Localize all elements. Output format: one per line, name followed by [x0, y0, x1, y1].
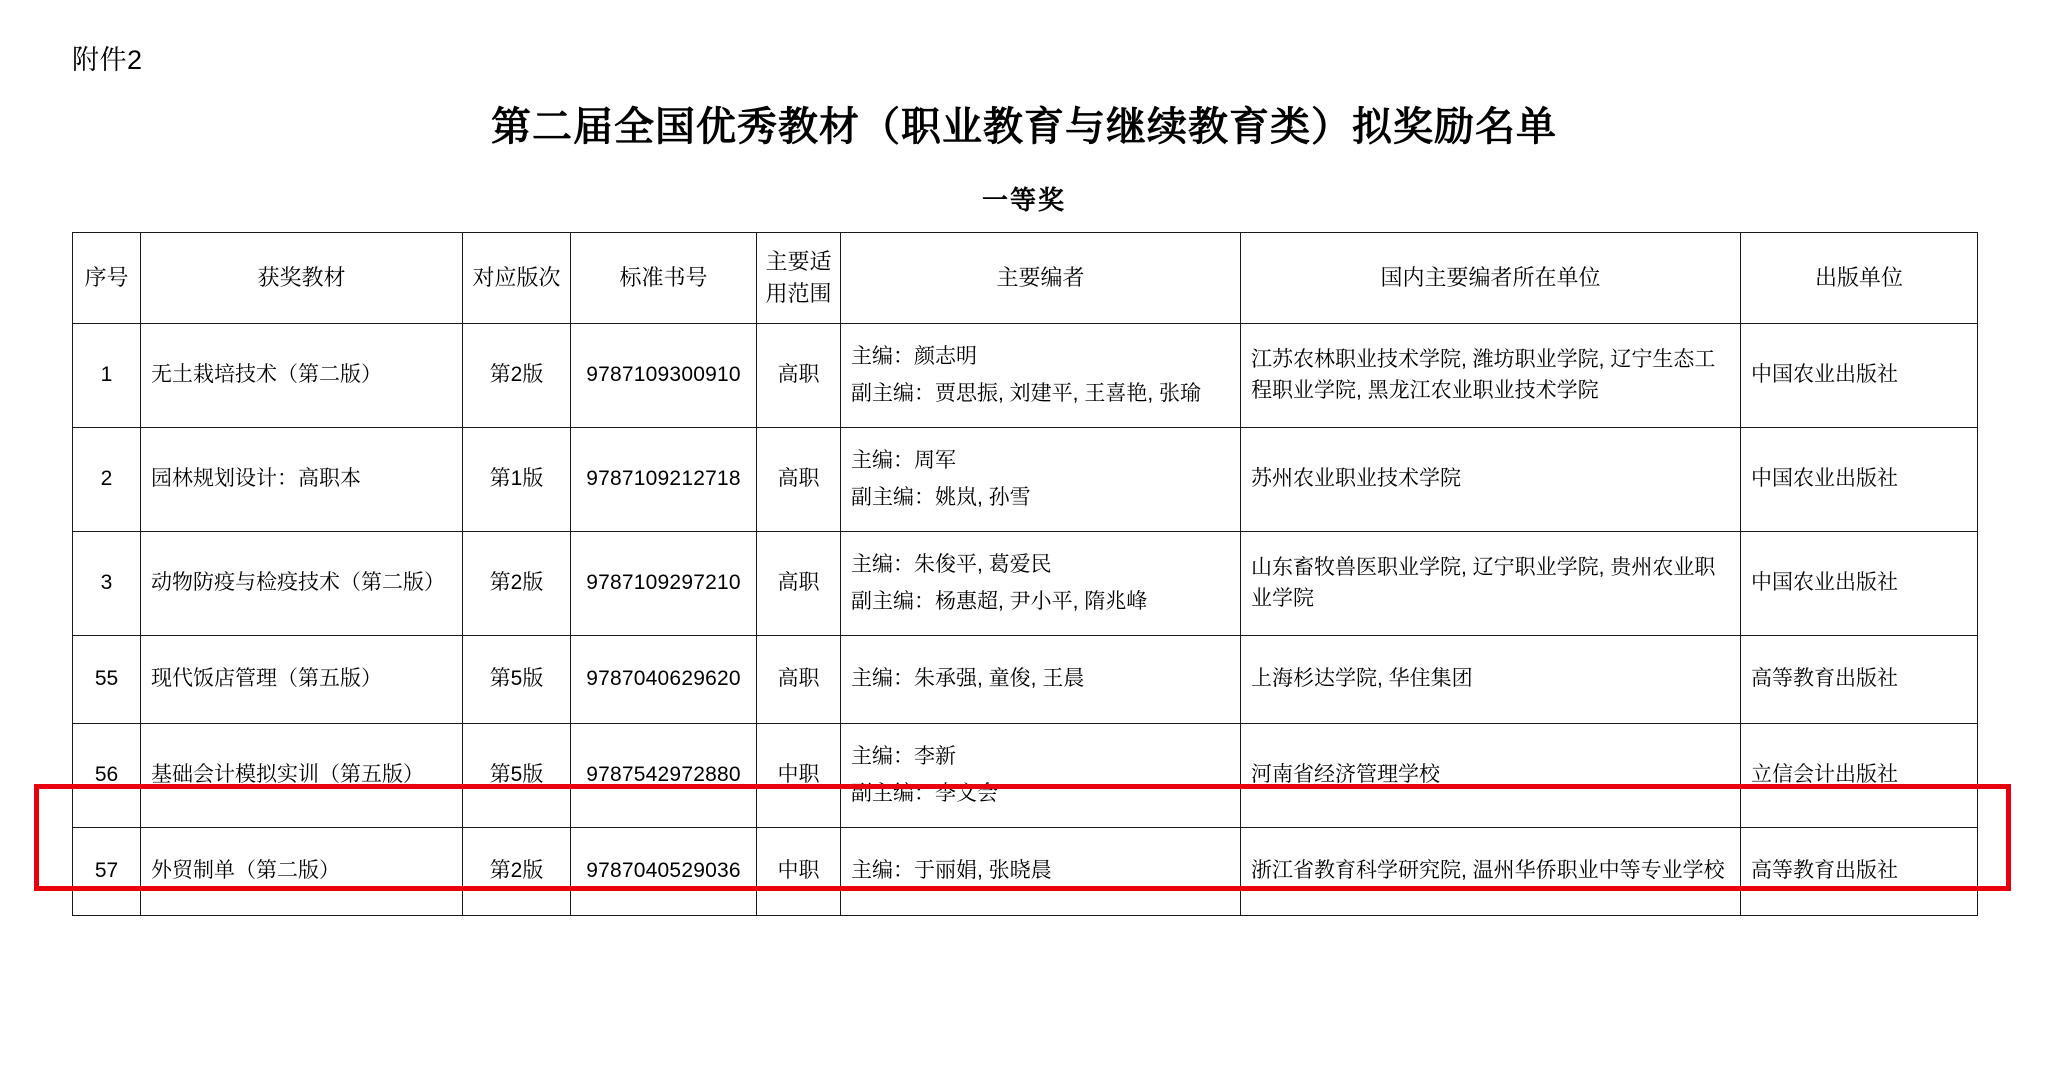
cell-name: 外贸制单（第二版） — [141, 828, 463, 916]
author-deputy: 副主编：贾思振, 刘建平, 王喜艳, 张瑜 — [851, 381, 1202, 405]
table-row — [73, 428, 1978, 532]
column-header-scope-line2: 用范围 — [765, 281, 832, 306]
column-header-authors: 主要编者 — [841, 233, 1241, 324]
cell-org: 河南省经济管理学校 — [1241, 724, 1741, 828]
cell-edition: 第2版 — [463, 324, 571, 428]
author-deputy: 副主编：杨惠超, 尹小平, 隋兆峰 — [851, 589, 1148, 613]
table-row — [73, 324, 1978, 428]
column-header-seq: 序号 — [73, 233, 141, 324]
table-row-highlighted — [73, 724, 1978, 828]
cell-seq: 56 — [73, 724, 141, 828]
cell-isbn: 9787040629620 — [571, 636, 757, 724]
cell-org: 江苏农林职业技术学院, 潍坊职业学院, 辽宁生态工程职业学院, 黑龙江农业职业技术学院 — [1241, 324, 1741, 428]
cell-seq: 1 — [73, 324, 141, 428]
cell-name: 动物防疫与检疫技术（第二版） — [141, 532, 463, 636]
table-row — [73, 828, 1978, 916]
table-header — [73, 233, 1978, 324]
cell-org: 苏州农业职业技术学院 — [1241, 428, 1741, 532]
cell-edition: 第2版 — [463, 828, 571, 916]
page-title: 第二届全国优秀教材（职业教育与继续教育类）拟奖励名单 — [491, 104, 1557, 149]
cell-name: 基础会计模拟实训（第五版） — [141, 724, 463, 828]
table-row — [73, 532, 1978, 636]
cell-isbn: 9787542972880 — [571, 724, 757, 828]
attachment-label: 附件2 — [72, 45, 143, 75]
column-header-edition: 对应版次 — [463, 233, 571, 324]
table-row — [73, 636, 1978, 724]
cell-isbn: 9787109300910 — [571, 324, 757, 428]
cell-name: 园林规划设计：高职本 — [141, 428, 463, 532]
author-main: 主编：颜志明 — [851, 345, 977, 369]
author-deputy: 副主编：李文会 — [851, 781, 998, 805]
column-header-scope — [757, 233, 841, 324]
cell-publisher: 中国农业出版社 — [1741, 324, 1978, 428]
cell-edition: 第2版 — [463, 532, 571, 636]
cell-publisher: 中国农业出版社 — [1741, 428, 1978, 532]
author-main: 主编：李新 — [851, 745, 956, 769]
cell-scope: 高职 — [757, 636, 841, 724]
cell-name: 无土栽培技术（第二版） — [141, 324, 463, 428]
cell-scope: 高职 — [757, 428, 841, 532]
cell-edition: 第5版 — [463, 636, 571, 724]
award-table-container — [72, 232, 1977, 916]
author-main: 主编：朱承强, 童俊, 王晨 — [851, 667, 1085, 691]
cell-edition: 第1版 — [463, 428, 571, 532]
award-table — [72, 232, 1978, 916]
cell-isbn: 9787109212718 — [571, 428, 757, 532]
cell-org: 上海杉达学院, 华住集团 — [1241, 636, 1741, 724]
cell-publisher: 高等教育出版社 — [1741, 636, 1978, 724]
cell-seq: 55 — [73, 636, 141, 724]
column-header-name: 获奖教材 — [141, 233, 463, 324]
cell-authors — [841, 428, 1241, 532]
cell-isbn: 9787040529036 — [571, 828, 757, 916]
cell-scope: 高职 — [757, 324, 841, 428]
column-header-publisher: 出版单位 — [1741, 233, 1978, 324]
author-main: 主编：周军 — [851, 449, 956, 473]
cell-publisher: 中国农业出版社 — [1741, 532, 1978, 636]
author-deputy: 副主编：姚岚, 孙雪 — [851, 485, 1031, 509]
table-header-row — [73, 233, 1978, 324]
award-level-subtitle: 一等奖 — [981, 185, 1066, 215]
cell-authors — [841, 532, 1241, 636]
cell-org: 浙江省教育科学研究院, 温州华侨职业中等专业学校 — [1241, 828, 1741, 916]
author-main: 主编：于丽娟, 张晓晨 — [851, 859, 1052, 883]
cell-authors — [841, 828, 1241, 916]
column-header-isbn: 标准书号 — [571, 233, 757, 324]
cell-publisher: 立信会计出版社 — [1741, 724, 1978, 828]
cell-name: 现代饭店管理（第五版） — [141, 636, 463, 724]
cell-authors — [841, 324, 1241, 428]
cell-authors — [841, 636, 1241, 724]
cell-seq: 2 — [73, 428, 141, 532]
column-header-org: 国内主要编者所在单位 — [1241, 233, 1741, 324]
cell-scope: 高职 — [757, 532, 841, 636]
cell-seq: 3 — [73, 532, 141, 636]
cell-authors — [841, 724, 1241, 828]
cell-org: 山东畜牧兽医职业学院, 辽宁职业学院, 贵州农业职业学院 — [1241, 532, 1741, 636]
column-header-scope-line1: 主要适 — [765, 249, 832, 275]
cell-scope: 中职 — [757, 724, 841, 828]
cell-scope: 中职 — [757, 828, 841, 916]
table-body — [73, 324, 1978, 916]
cell-publisher: 高等教育出版社 — [1741, 828, 1978, 916]
cell-isbn: 9787109297210 — [571, 532, 757, 636]
cell-edition: 第5版 — [463, 724, 571, 828]
author-main: 主编：朱俊平, 葛爱民 — [851, 553, 1052, 577]
cell-seq: 57 — [73, 828, 141, 916]
